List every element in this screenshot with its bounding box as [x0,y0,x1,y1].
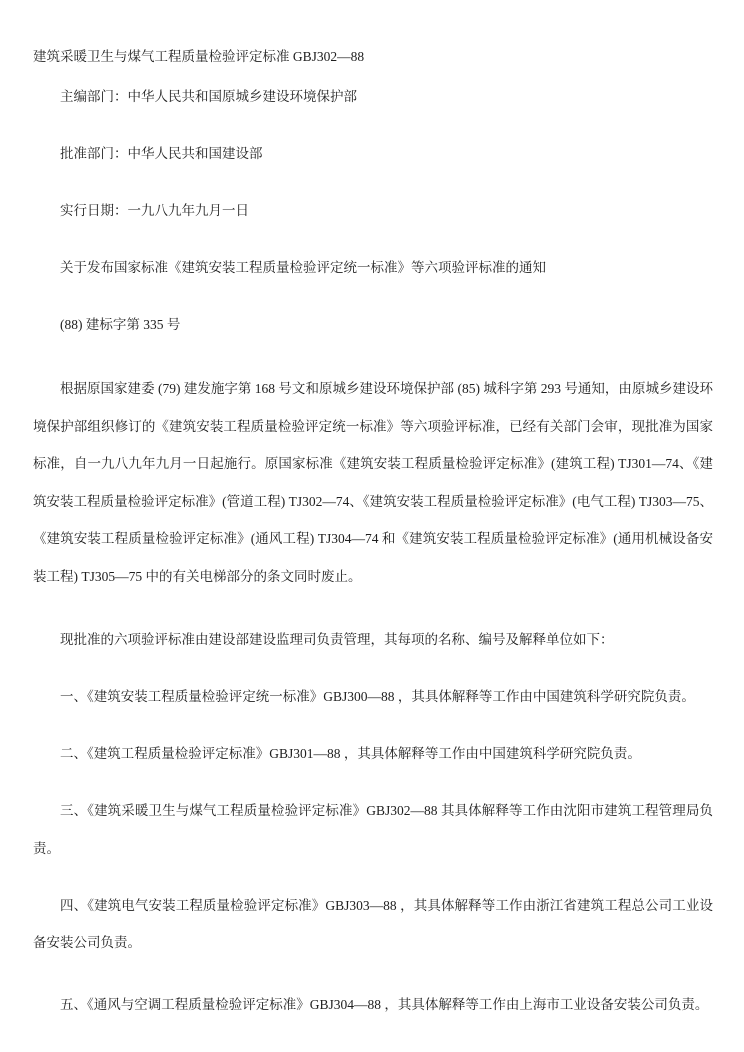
standard-item-4: 四、《建筑电气安装工程质量检验评定标准》GBJ303—88 ，其具体解释等工作由浙江省建筑工程总公司工业设备安装公司负责。 [33,897,713,950]
management-paragraph: 现批准的六项验评标准由建设部建设监理司负责管理，其每项的名称、编号及解释单位如下： [60,632,614,647]
standard-item-2: 二、《建筑工程质量检验评定标准》GBJ301—88 ，其具体解释等工作由中国建筑科学研究院负责。 [60,746,641,761]
chief-edit-department-line: 主编部门：中华人民共和国原城乡建设环境保护部 [60,89,357,104]
standard-item-3: 三、《建筑采暖卫生与煤气工程质量检验评定标准》GBJ302—88 其具体解释等工作由沈阳市建筑工程管理局负责。 [33,803,713,856]
approval-department-line: 批准部门：中华人民共和国建设部 [60,146,263,161]
standard-item-5: 五、《通风与空调工程质量检验评定标准》GBJ304—88 ，其具体解释等工作由上海市工业设备安装公司负责。 [60,997,709,1012]
standard-item-1: 一、《建筑安装工程质量检验评定统一标准》GBJ300—88 ，其具体解释等工作由中国建筑科学研究院负责。 [60,689,695,704]
notice-title: 关于发布国家标准《建筑安装工程质量检验评定统一标准》等六项验评标准的通知 [60,260,546,275]
document-title: 建筑采暖卫生与煤气工程质量检验评定标准 GBJ302—88 [33,49,365,64]
effective-date-line: 实行日期：一九八九年九月一日 [60,203,249,218]
document-number-line: (88) 建标字第 335 号 [60,317,181,332]
body-paragraph: 根据原国家建委 (79) 建发施字第 168 号文和原城乡建设环境保护部 (85) 城科字第 293 号通知，由原城乡建设环境保护部组织修订的《建筑安装工程质量检验评定统一标准》等六项验评标准，已经有关部门会审，现批准为国家标准，自一九八九年九月一日起施行。原国家标准《建筑安装工程质量检验评定标准》(建筑工程) TJ301—74、《建筑安装工程质量检验评定标准》(管道工程) TJ302—74、《建筑安装工程质量检验评定标准》(电气工程) TJ303—75、《建筑安装工程质量检验评定标准》(通风工程) TJ304—74 和《建筑安装工程质量检验评定标准》(通用机械设备安装工程) TJ305—75 中的有关电梯部分的条文同时废止。 [33,381,713,584]
